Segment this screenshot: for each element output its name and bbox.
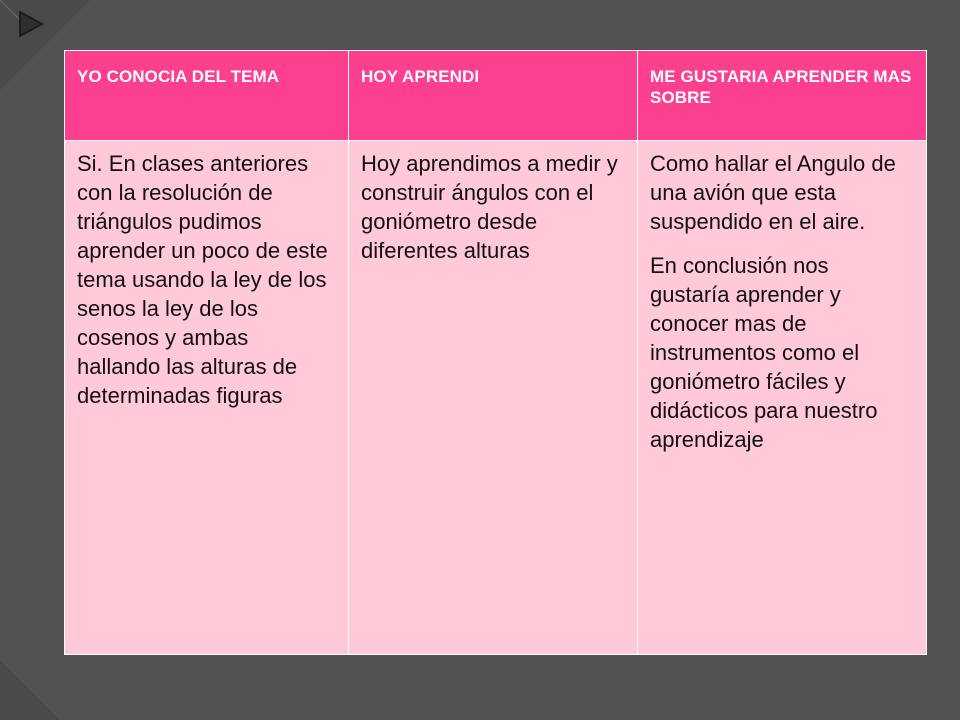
cell-yo-conocia xyxy=(65,141,349,655)
header-hoy-aprendi: HOY APRENDI xyxy=(349,51,638,141)
header-yo-conocia: YO CONOCIA DEL TEMA xyxy=(65,51,349,141)
table-row xyxy=(65,141,927,655)
cell-me-gustaria-paragraph-1: Como hallar el Angulo de una avión que esta suspendido en el aire. xyxy=(650,151,896,234)
header-me-gustaria: ME GUSTARIA APRENDER MAS SOBRE xyxy=(638,51,927,141)
cell-hoy-aprendi xyxy=(349,141,638,655)
cell-yo-conocia-text: Si. En clases anteriores con la resolución de triángulos pudimos aprender un poco de este tema usando la ley de los senos la ley de los cosenos y ambas hallando las alturas de determinadas figuras xyxy=(77,151,328,408)
table-header-row xyxy=(65,51,927,141)
kwl-table xyxy=(64,50,927,655)
next-arrow-icon xyxy=(16,10,46,38)
cell-me-gustaria-paragraph-2: En conclusión nos gustaría aprender y conocer mas de instrumentos como el goniómetro fáciles y didácticos para nuestro aprendizaje xyxy=(650,253,878,452)
cell-hoy-aprendi-text: Hoy aprendimos a medir y construir ángulos con el goniómetro desde diferentes alturas xyxy=(361,151,618,263)
cell-me-gustaria xyxy=(638,141,927,655)
